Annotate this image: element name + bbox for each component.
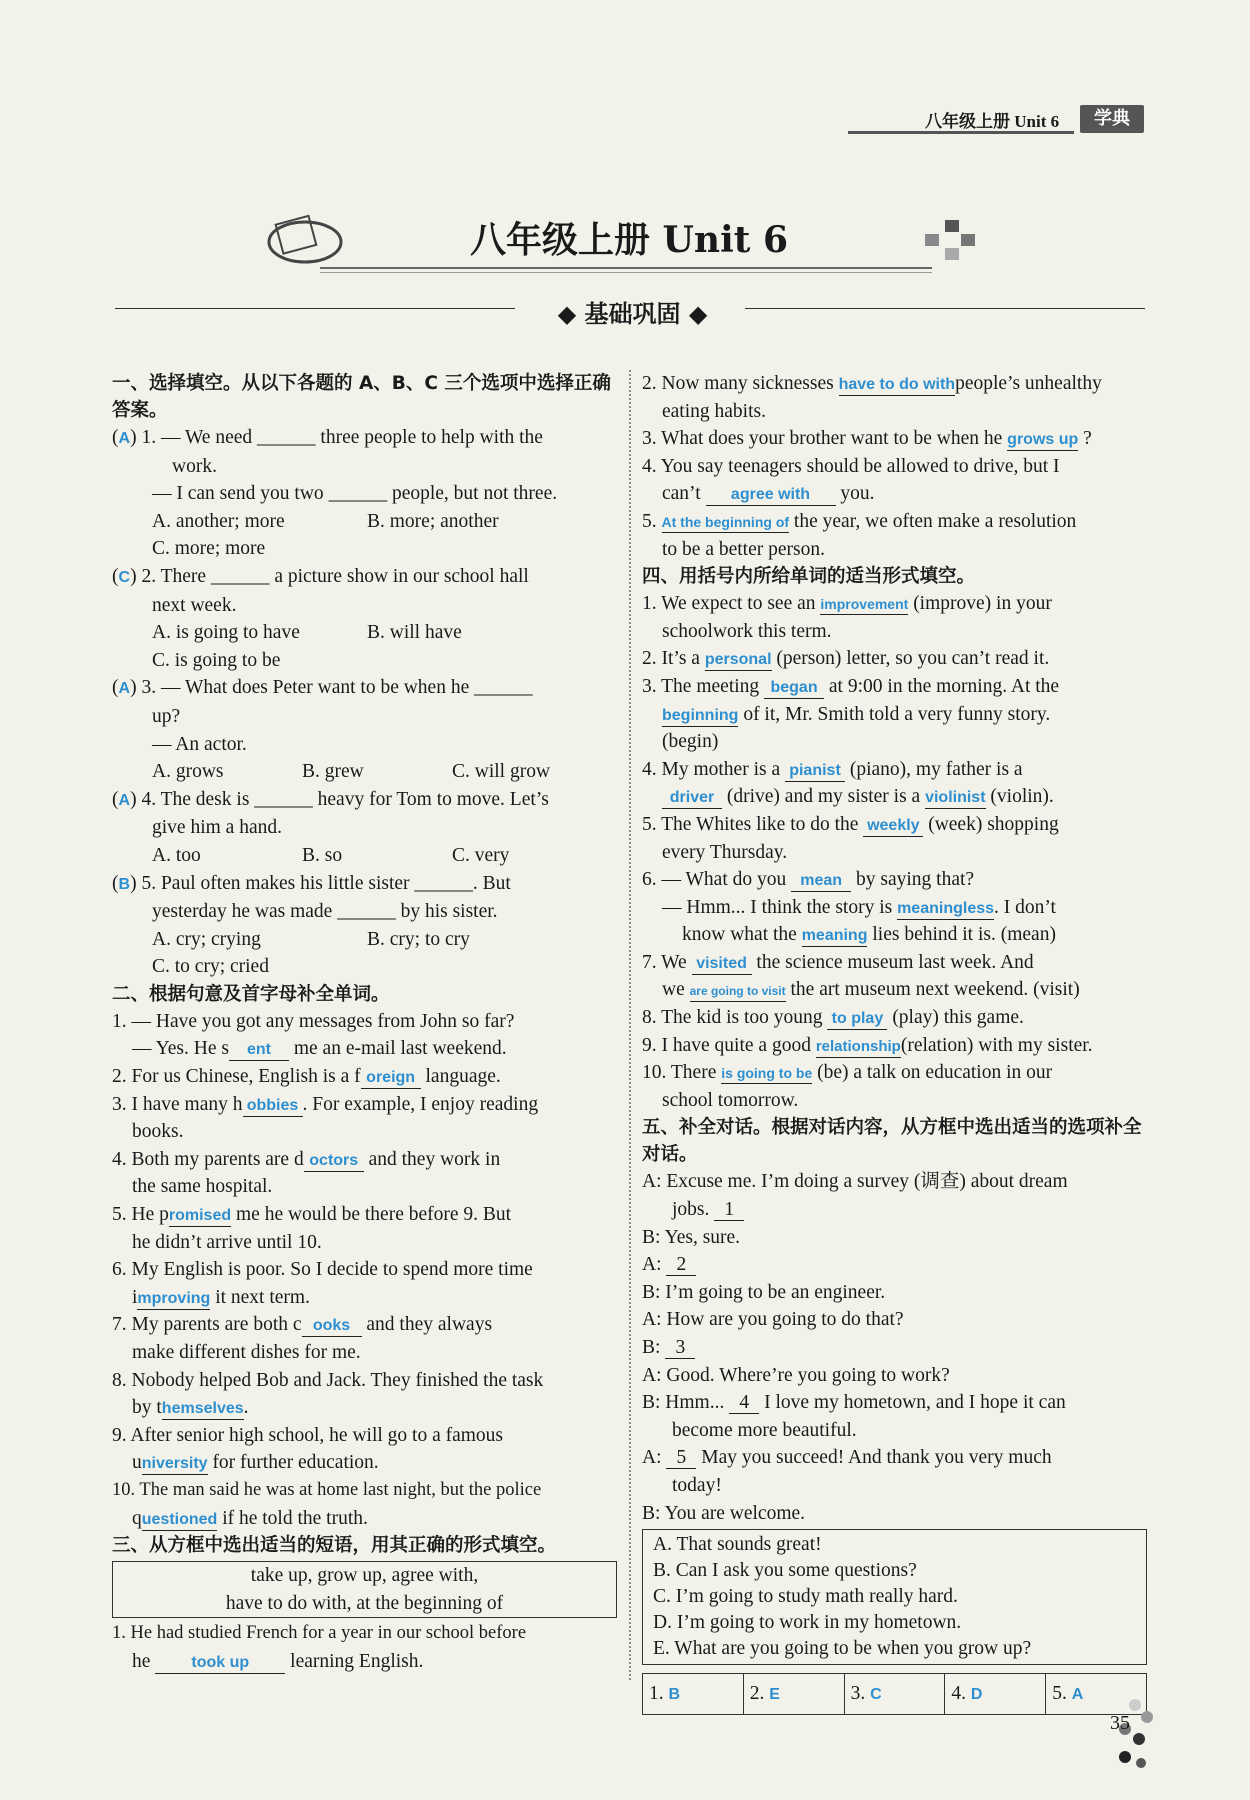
q3: (A) 3. — What does Peter want to be when he ______ <box>112 677 533 699</box>
p4-item5: 5. The Whites like to do the weekly (week) shopping <box>642 813 1059 835</box>
p2-item3c: books. <box>132 1121 184 1143</box>
dialog-line9c: today! <box>672 1474 722 1496</box>
p3-item4b: can’t agree with you. <box>662 483 875 505</box>
p4-item6c: know what the meaning lies behind it is. (mean) <box>682 924 1056 946</box>
q2-cont: next week. <box>152 594 237 616</box>
book-icon <box>265 212 345 272</box>
p4-item2: 2. It’s a personal (person) letter, so you can’t read it. <box>642 648 1050 670</box>
phrase-box-line1: take up, grow up, agree with, <box>250 1565 479 1587</box>
dialog-line9: A: 5 May you succeed! And thank you very much <box>642 1447 1052 1469</box>
part2-heading: 二、根据句意及首字母补全单词。 <box>112 983 390 1005</box>
p4-item6b: — Hmm... I think the story is meaningless. I don’t <box>662 896 1056 918</box>
answer-cell: 2. E <box>744 1674 845 1714</box>
p4-item4: 4. My mother is a pianist (piano), my father is a <box>642 758 1023 780</box>
option-d: D. I’m going to work in my hometown. <box>653 1612 962 1634</box>
phrase-box <box>112 1561 617 1618</box>
p2-item5: 5. He promised me he would be there before 9. But <box>112 1204 512 1226</box>
title-rule <box>320 267 932 269</box>
q2: (C) 2. There ______ a picture show in our school hall <box>112 565 529 587</box>
p2-item9: 9. After senior high school, he will go to a famous <box>112 1424 504 1446</box>
left-column <box>112 370 617 1676</box>
part4-heading: 四、用括号内所给单词的适当形式填空。 <box>642 566 976 588</box>
p4-item3b: beginning of it, Mr. Smith told a very funny story. <box>662 703 1051 725</box>
page-number: 35 <box>1110 1712 1130 1734</box>
hexagon-decoration-icon <box>1115 1695 1155 1775</box>
p4-item7: 7. We visited the science museum last week. And <box>642 951 1034 973</box>
q2-options: A. is going to have B. will have <box>152 622 462 644</box>
p3-item1: 1. He had studied French for a year in our school before <box>112 1623 527 1644</box>
p2-item4c: the same hospital. <box>132 1176 273 1198</box>
answer-cell: 4. D <box>945 1674 1046 1714</box>
option-e: E. What are you going to be when you grow up? <box>653 1638 1032 1660</box>
part3-heading: 三、从方框中选出适当的短语，用其正确的形式填空。 <box>112 1535 557 1557</box>
dialog-line2: B: Yes, sure. <box>642 1226 741 1248</box>
q1-cont: work. <box>172 455 217 477</box>
phrase-box-line2: have to do with, at the beginning of <box>225 1592 504 1614</box>
p3-item1b: he took up learning English. <box>132 1650 424 1672</box>
q5-cont: yesterday he was made ______ by his sister. <box>152 901 498 923</box>
p4-item3: 3. The meeting began at 9:00 in the morning. At the <box>642 675 1060 697</box>
section-rule-left <box>115 308 515 309</box>
p2-item4: 4. Both my parents are d octors and they work in <box>112 1148 501 1170</box>
dialog-line4: B: I’m going to be an engineer. <box>642 1281 886 1303</box>
p4-item7b: we are going to visit the art museum next weekend. (visit) <box>662 979 1080 1001</box>
p2-item7: 7. My parents are both c ooks and they always <box>112 1314 493 1336</box>
p3-item4: 4. You say teenagers should be allowed to drive, but I <box>642 455 1060 477</box>
p2-item6: 6. My English is poor. So I decide to spend more time <box>112 1259 533 1281</box>
section-rule-right <box>745 308 1145 309</box>
part5-heading: 五、补全对话。根据对话内容，从方框中选出适当的选项补全对话。 <box>642 1117 1142 1166</box>
q5-options: A. cry; crying B. cry; to cry <box>152 928 470 950</box>
page-title: 八年级上册 Unit 6 <box>470 219 788 261</box>
p2-item5c: he didn’t arrive until 10. <box>132 1231 322 1253</box>
p4-item1c: schoolwork this term. <box>662 620 832 642</box>
part1-heading: 一、选择填空。从以下各题的 A、B、C 三个选项中选择正确答案。 <box>112 373 611 421</box>
q3-reply: — An actor. <box>152 733 247 755</box>
p3-item3: 3. What does your brother want to be when he grows up ? <box>642 428 1092 450</box>
answer-cell: 5. A <box>1052 1683 1084 1705</box>
q3-cont: up? <box>152 705 181 727</box>
dialog-line8c: become more beautiful. <box>672 1419 857 1441</box>
section-title: ◆ 基础巩固 ◆ <box>557 300 708 328</box>
dialog-line5: A: How are you going to do that? <box>642 1309 904 1331</box>
p3-item5c: to be a better person. <box>662 538 825 560</box>
q1: (A) 1. — We need ______ three people to help with the <box>112 427 543 448</box>
p2-item10b: questioned if he told the truth. <box>132 1507 368 1529</box>
option-c: C. I’m going to study math really hard. <box>653 1586 958 1608</box>
q4-cont: give him a hand. <box>152 817 282 839</box>
q3-options: A. grows B. grew C. will grow <box>152 761 551 783</box>
q1-option-c: C. more; more <box>152 538 266 560</box>
p2-item7c: make different dishes for me. <box>132 1342 361 1363</box>
p4-item1: 1. We expect to see an improvement (improve) in your <box>642 593 1052 615</box>
dialog-line1: A: Excuse me. I’m doing a survey (调查) about dream <box>642 1171 1068 1193</box>
dialog-line6: B: 3 <box>642 1334 1147 1362</box>
p2-item1b: — Yes. He s ent me an e-mail last weekend. <box>132 1038 507 1060</box>
p2-item3: 3. I have many h obbies . For example, I enjoy reading <box>112 1093 539 1115</box>
p4-item10c: school tomorrow. <box>662 1089 799 1111</box>
dialog-line8: B: Hmm... 4 I love my hometown, and I hope it can <box>642 1392 1066 1414</box>
answer-cell: 1. B <box>643 1674 744 1714</box>
p4-item5c: every Thursday. <box>662 841 788 863</box>
p2-item1: 1. — Have you got any messages from John so far? <box>112 1010 515 1032</box>
p2-item2: 2. For us Chinese, English is a f oreign language. <box>112 1066 501 1088</box>
p3-item2c: eating habits. <box>662 400 766 422</box>
dialog-line7: A: Good. Where’re you going to work? <box>642 1364 950 1386</box>
p2-item9b: university for further education. <box>132 1452 379 1474</box>
p4-item4b: driver (drive) and my sister is a violinist (violin). <box>642 783 1147 811</box>
p3-item2: 2. Now many sicknesses have to do withpeople’s unhealthy <box>642 373 1102 394</box>
p4-item8: 8. The kid is too young to play (play) this game. <box>642 1007 1024 1029</box>
header-badge: 学典 <box>1080 105 1144 133</box>
p4-item9: 9. I have quite a good relationship(relation) with my sister. <box>642 1034 1093 1056</box>
option-b: B. Can I ask you some questions? <box>653 1560 917 1582</box>
q4-options: A. too B. so C. very <box>152 844 510 866</box>
dialog-line3: A: 2 <box>642 1251 1147 1279</box>
column-divider <box>629 370 631 1680</box>
q1-line2: — I can send you two ______ people, but not three. <box>152 483 558 505</box>
p2-item8b: by themselves. <box>132 1397 249 1419</box>
p2-item8: 8. Nobody helped Bob and Jack. They finished the task <box>112 1369 544 1391</box>
q1-options: A. another; more B. more; another <box>152 510 499 532</box>
squares-decoration-icon <box>925 220 985 260</box>
dialog-line10: B: You are welcome. <box>642 1502 806 1524</box>
right-column <box>642 370 1147 1715</box>
header-text: 八年级上册 Unit 6 <box>925 112 1060 131</box>
p4-item3d: (begin) <box>662 731 719 753</box>
answer-cell: 3. C <box>845 1674 946 1714</box>
title-rule-thin <box>320 272 932 273</box>
p2-item10: 10. The man said he was at home last night, but the police <box>112 1479 542 1500</box>
option-a: A. That sounds great! <box>653 1534 822 1556</box>
dialog-line1b: jobs. 1 <box>642 1196 1147 1224</box>
q5: (B) 5. Paul often makes his little sister ______. But <box>112 872 511 894</box>
options-box <box>642 1529 1147 1665</box>
q5-option-c: C. to cry; cried <box>152 956 269 978</box>
q4: (A) 4. The desk is ______ heavy for Tom to move. Let’s <box>112 788 549 810</box>
p2-item6b: improving it next term. <box>132 1286 310 1308</box>
p4-item10: 10. There is going to be (be) a talk on education in our <box>642 1062 1053 1084</box>
p4-item6: 6. — What do you mean by saying that? <box>642 869 975 891</box>
answer-box <box>642 1673 1147 1715</box>
q2-option-c: C. is going to be <box>152 649 281 671</box>
p3-item5: 5. At the beginning of the year, we often make a resolution <box>642 510 1077 532</box>
